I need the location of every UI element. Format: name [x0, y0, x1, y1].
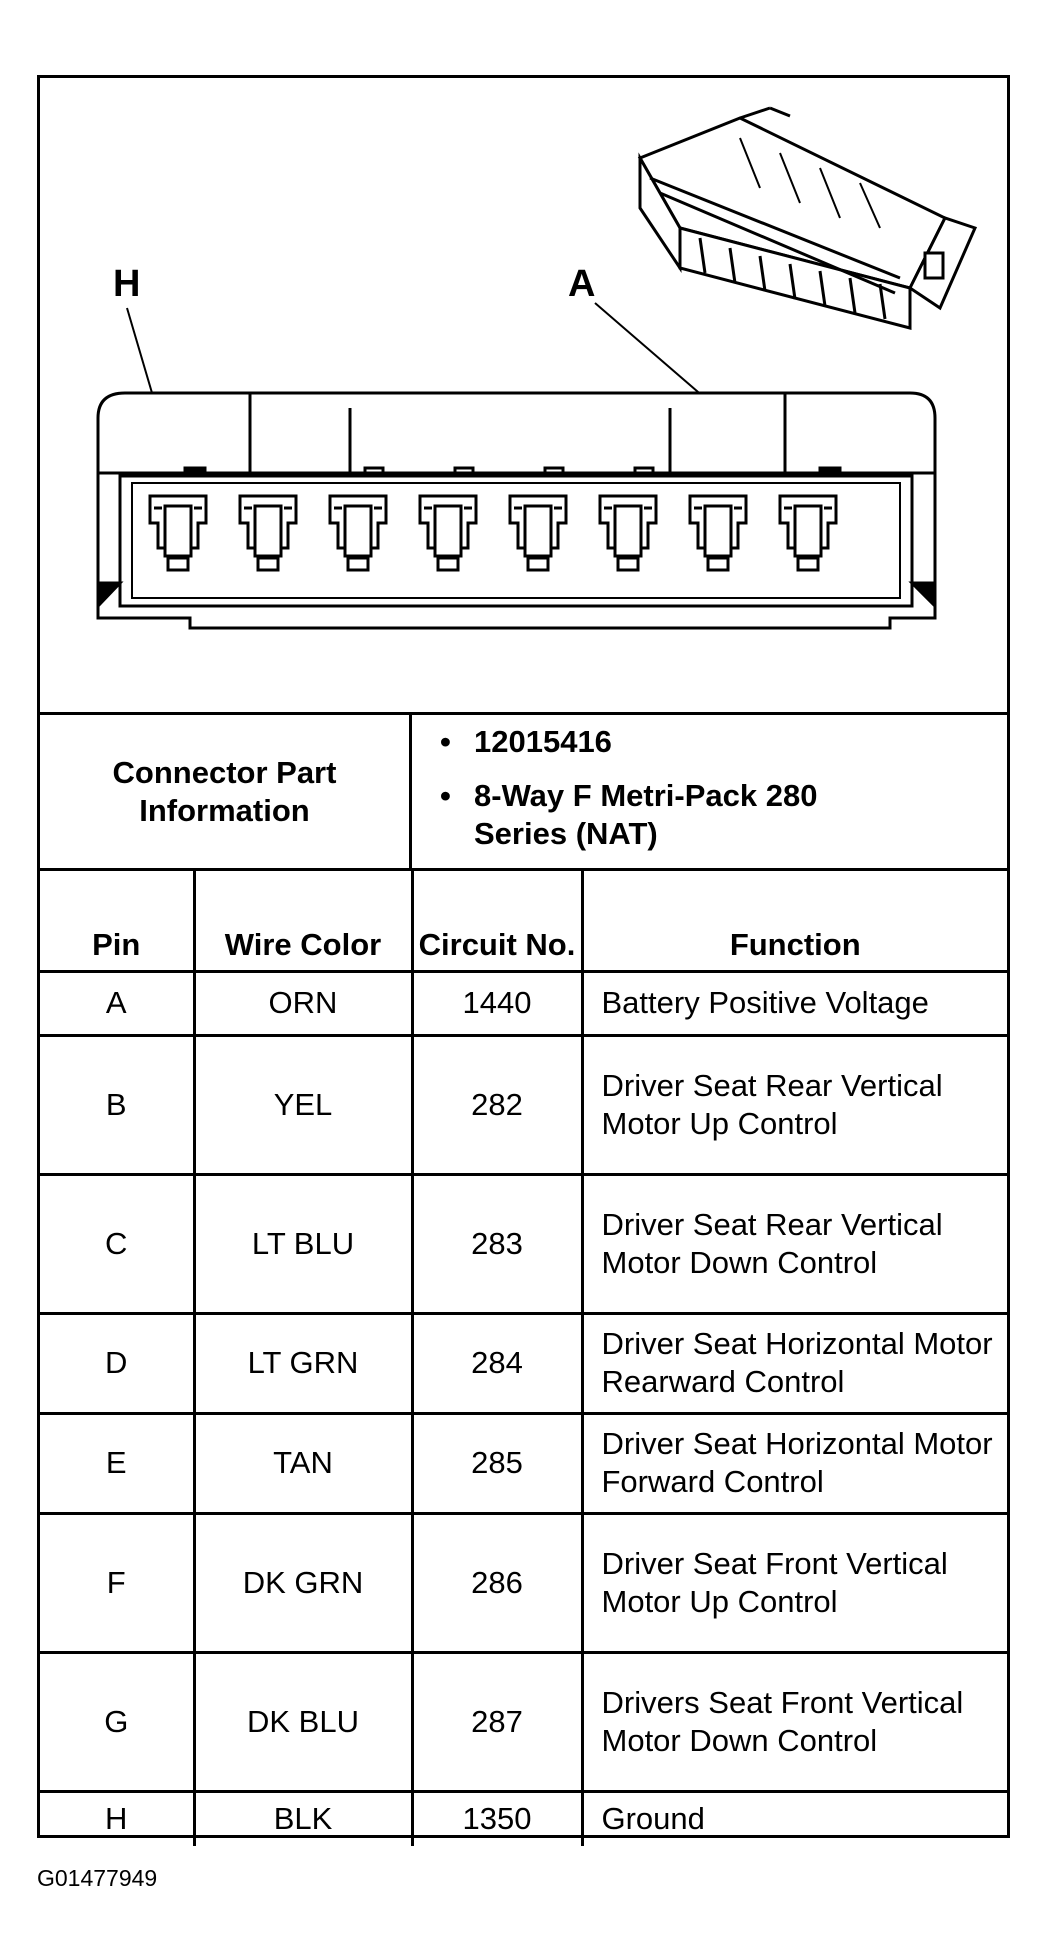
header-pin: Pin — [40, 871, 194, 971]
table-row — [40, 971, 1007, 1035]
connector-3d-view — [640, 108, 975, 328]
pinout-table — [40, 871, 1007, 1846]
table-row — [40, 1174, 1007, 1313]
circuit-cell: 1440 — [412, 971, 582, 1035]
pin-h-callout: H — [113, 263, 141, 305]
wire-color-cell: DK BLU — [194, 1652, 412, 1791]
wire-color-cell: YEL — [194, 1035, 412, 1174]
pin-cell: B — [40, 1035, 194, 1174]
circuit-cell: 285 — [412, 1413, 582, 1513]
function-cell: Drivers Seat Front Vertical Motor Down Control — [582, 1652, 1007, 1791]
wire-color-cell: LT GRN — [194, 1313, 412, 1413]
pin-cell: F — [40, 1513, 194, 1652]
pin-cell: G — [40, 1652, 194, 1791]
table-row — [40, 1313, 1007, 1413]
pin-cell: H — [40, 1791, 194, 1846]
pin-cell: A — [40, 971, 194, 1035]
circuit-cell: 282 — [412, 1035, 582, 1174]
connector-type: • 8-Way F Metri-Pack 280 Series (NAT) — [440, 778, 818, 851]
circuit-cell: 1350 — [412, 1791, 582, 1846]
bullet: • — [440, 724, 451, 759]
wire-color-cell: BLK — [194, 1791, 412, 1846]
table-row — [40, 1035, 1007, 1174]
part-number: • 12015416 — [440, 724, 612, 759]
figure-id: G01477949 — [37, 1865, 158, 1891]
connector-diagram — [40, 78, 1007, 715]
pin-cell: D — [40, 1313, 194, 1413]
function-cell: Battery Positive Voltage — [582, 971, 1007, 1035]
pin-cell: E — [40, 1413, 194, 1513]
function-cell: Ground — [582, 1791, 1007, 1846]
wire-color-cell: TAN — [194, 1413, 412, 1513]
function-cell: Driver Seat Rear Vertical Motor Down Control — [582, 1174, 1007, 1313]
connector-info-label: Connector Part Information — [40, 715, 412, 868]
function-cell: Driver Seat Front Vertical Motor Up Control — [582, 1513, 1007, 1652]
connector-figure — [37, 75, 1010, 1838]
table-row — [40, 1413, 1007, 1513]
table-row — [40, 1791, 1007, 1846]
connector-info-values — [412, 715, 1007, 868]
wire-color-cell: LT BLU — [194, 1174, 412, 1313]
function-cell: Driver Seat Horizontal Motor Rearward Control — [582, 1313, 1007, 1413]
connector-drawing — [40, 78, 1007, 712]
bullet: • — [440, 778, 451, 813]
function-cell: Driver Seat Rear Vertical Motor Up Control — [582, 1035, 1007, 1174]
circuit-cell: 287 — [412, 1652, 582, 1791]
wire-color-cell: ORN — [194, 971, 412, 1035]
circuit-cell: 286 — [412, 1513, 582, 1652]
table-row — [40, 1652, 1007, 1791]
function-cell: Driver Seat Horizontal Motor Forward Control — [582, 1413, 1007, 1513]
header-function: Function — [582, 871, 1007, 971]
header-circuit: Circuit No. — [412, 871, 582, 971]
pin-cell: C — [40, 1174, 194, 1313]
connector-part-info — [40, 715, 1007, 871]
circuit-cell: 284 — [412, 1313, 582, 1413]
header-wire-color: Wire Color — [194, 871, 412, 971]
wire-color-cell: DK GRN — [194, 1513, 412, 1652]
pin-a-callout: A — [568, 263, 596, 305]
table-row — [40, 1513, 1007, 1652]
table-header-row — [40, 871, 1007, 971]
circuit-cell: 283 — [412, 1174, 582, 1313]
